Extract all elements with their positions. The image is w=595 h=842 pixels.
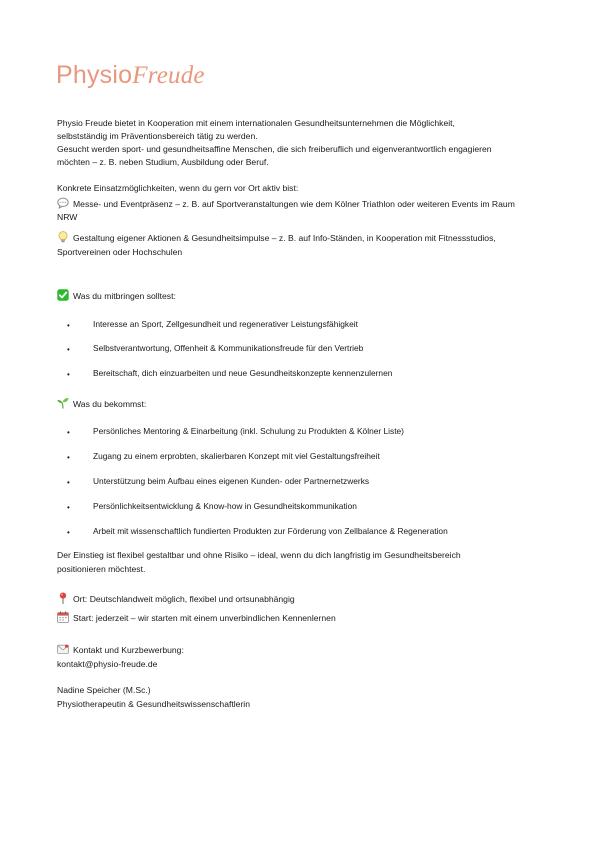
- seedling-icon: [57, 397, 69, 409]
- pin-icon: [57, 592, 69, 604]
- bekommst-heading-row: [57, 397, 146, 411]
- check-mark-icon: [57, 289, 69, 301]
- bullet-icon: •: [67, 528, 70, 537]
- logo: [56, 60, 205, 91]
- signature-title: Physiotherapeutin & Gesundheitswissenschaftlerin: [57, 699, 250, 709]
- bekommst-item-2: Zugang zu einem erprobten, skalierbaren Konzept mit viel Gestaltungsfreiheit: [93, 451, 380, 461]
- intro-line-1: Physio Freude bietet in Kooperation mit einem internationalen Gesundheitsunternehmen die Möglichkeit,: [57, 118, 455, 128]
- envelope-icon: [57, 643, 69, 655]
- mitbringen-item-1: Interesse an Sport, Zellgesundheit und regenerativer Leistungsfähigkeit: [93, 319, 358, 329]
- bullet-icon: •: [67, 478, 70, 487]
- bullet-icon: •: [67, 321, 70, 330]
- intro-line-4: möchten – z. B. neben Studium, Ausbildung oder Beruf.: [57, 157, 269, 167]
- mitbringen-heading-row: [57, 289, 176, 303]
- bullet-icon: •: [67, 428, 70, 437]
- einsatz-item-1-continued: NRW: [57, 212, 78, 222]
- bekommst-item-3: Unterstützung beim Aufbau eines eigenen Kunden- oder Partnernetzwerks: [93, 476, 370, 486]
- calendar-icon: [57, 611, 69, 623]
- bullet-icon: •: [67, 453, 70, 462]
- einsatz-item-1: [57, 197, 515, 211]
- einstieg-line-1: Der Einstieg ist flexibel gestaltbar und ohne Risiko – ideal, wenn du dich langfristig im Gesundheitsbereich: [57, 550, 461, 560]
- kontakt-heading-row: [57, 643, 184, 657]
- einsatz-item-2-text: Gestaltung eigener Aktionen & Gesundheitsimpulse – z. B. auf Info-Ständen, in Kooperation mit Fitnessstudios,: [73, 233, 496, 243]
- bekommst-item-1: Persönliches Mentoring & Einarbeitung (inkl. Schulung zu Produkten & Kölner Liste): [93, 426, 404, 436]
- logo-part1: Physio: [56, 61, 133, 89]
- einsatz-item-1-text: Messe- und Eventpräsenz – z. B. auf Sportveranstaltungen wie dem Kölner Triathlon oder weiteren Events im Raum: [73, 199, 515, 209]
- bekommst-item-5: Arbeit mit wissenschaftlich fundierten Produkten zur Förderung von Zellbalance & Regeneration: [93, 526, 448, 536]
- kontakt-email[interactable]: kontakt@physio-freude.de: [57, 659, 158, 669]
- bullet-icon: •: [67, 345, 70, 354]
- intro-line-2: selbstständig im Präventionsbereich tätig zu werden.: [57, 131, 258, 141]
- speech-bubble-icon: [57, 197, 69, 209]
- ort-row: [57, 592, 295, 606]
- einstieg-line-2: positionieren möchtest.: [57, 564, 146, 574]
- lightbulb-icon: [57, 231, 69, 243]
- bekommst-heading: Was du bekommst:: [73, 399, 147, 409]
- bekommst-item-4: Persönlichkeitsentwicklung & Know-how in Gesundheitskommunikation: [93, 501, 357, 511]
- logo-part2: Freude: [132, 62, 205, 89]
- mitbringen-heading: Was du mitbringen solltest:: [73, 291, 176, 301]
- einsatz-item-2-continued: Sportvereinen oder Hochschulen: [57, 247, 183, 257]
- start-row: [57, 611, 336, 625]
- start-text: Start: jederzeit – wir starten mit einem unverbindlichen Kennenlernen: [73, 613, 336, 623]
- bullet-icon: •: [67, 503, 70, 512]
- einsatz-heading: Konkrete Einsatzmöglichkeiten, wenn du gern vor Ort aktiv bist:: [57, 183, 299, 193]
- mitbringen-item-3: Bereitschaft, dich einzuarbeiten und neue Gesundheitskonzepte kennenzulernen: [93, 368, 393, 378]
- signature-name: Nadine Speicher (M.Sc.): [57, 685, 151, 695]
- kontakt-heading: Kontakt und Kurzbewerbung:: [73, 645, 184, 655]
- ort-text: Ort: Deutschlandweit möglich, flexibel und ortsunabhängig: [73, 594, 295, 604]
- mitbringen-item-2: Selbstverantwortung, Offenheit & Kommunikationsfreude für den Vertrieb: [93, 343, 364, 353]
- intro-line-3: Gesucht werden sport- und gesundheitsaffine Menschen, die sich freiberuflich und eigenverantwortlich engagieren: [57, 144, 492, 154]
- bullet-icon: •: [67, 370, 70, 379]
- einsatz-item-2: [57, 231, 496, 245]
